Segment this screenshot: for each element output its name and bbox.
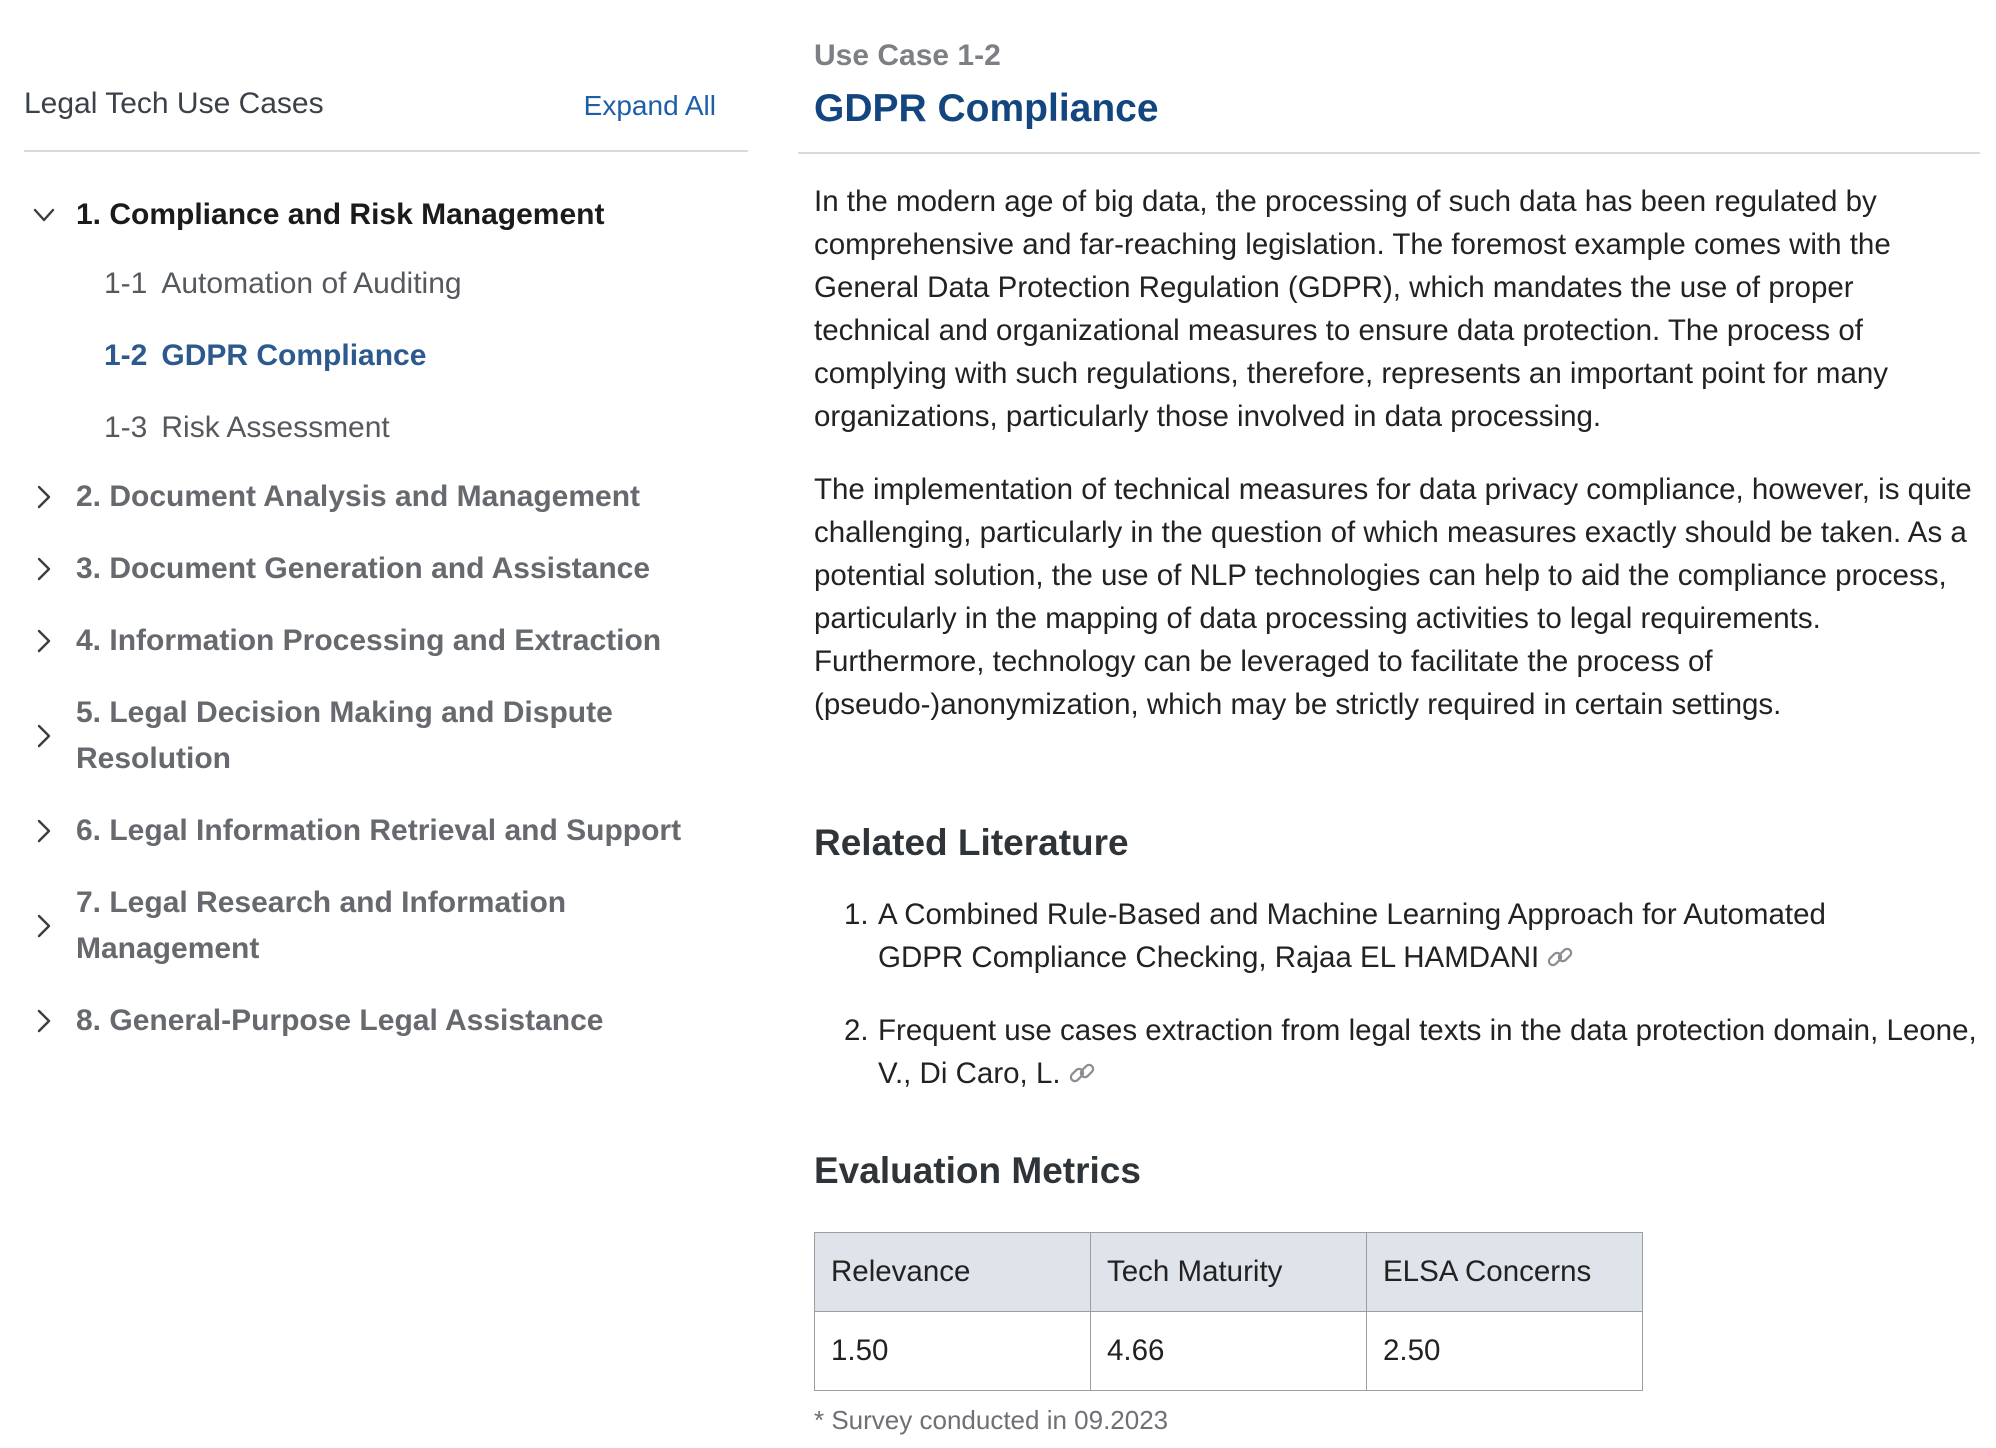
description-paragraph: In the modern age of big data, the processing of such data has been regulated by comprehensive and far-reaching legislation. The foremost example comes with the General Data Protection Regulation (GDPR), which mandates the use of proper technical and organizational measures to ensure data protection. The process of complying with such regulations, therefore, represents an important point for many organizations, particularly those involved in data processing. (814, 185, 1891, 433)
header-elsa-concerns: ELSA Concerns (1367, 1233, 1643, 1312)
sidebar-header (24, 86, 748, 152)
link-icon[interactable] (1067, 1056, 1097, 1084)
category-label: 5. Legal Decision Making and Dispute Resolution (76, 696, 613, 775)
link-icon[interactable] (1545, 940, 1575, 968)
category-label: 2. Document Analysis and Management (76, 480, 641, 513)
literature-text: Frequent use cases extraction from legal texts in the data protection domain, Leone, V., Di Caro, L. (878, 1014, 1977, 1090)
item-number: 1-1 (104, 267, 148, 300)
header-tech-maturity: Tech Maturity (1091, 1233, 1367, 1312)
category-legal-information-retrieval[interactable] (24, 808, 748, 854)
expand-all-button[interactable]: Expand All (583, 90, 716, 121)
value-relevance: 1.50 (815, 1312, 1091, 1391)
literature-text: A Combined Rule-Based and Machine Learning Approach for Automated GDPR Compliance Checking, Rajaa EL HAMDANI (878, 898, 1826, 974)
chevron-down-icon (30, 201, 58, 229)
chevron-right-icon (30, 483, 58, 511)
category-general-purpose[interactable] (24, 998, 748, 1044)
chevron-right-icon (30, 627, 58, 655)
item-label: Risk Assessment (161, 411, 390, 444)
metrics-heading: Evaluation Metrics (814, 1150, 1141, 1191)
item-number: 1-3 (104, 411, 148, 444)
sidebar-item-automation-of-auditing[interactable] (104, 266, 462, 302)
category-label: 7. Legal Research and Information Management (76, 886, 567, 965)
table-row (815, 1312, 1643, 1391)
metrics-table (814, 1232, 1643, 1391)
category-information-processing[interactable] (24, 618, 748, 664)
category-document-analysis[interactable] (24, 474, 748, 520)
table-header-row (815, 1233, 1643, 1312)
value-tech-maturity: 4.66 (1091, 1312, 1367, 1391)
header-relevance: Relevance (815, 1233, 1091, 1312)
item-number: 1-2 (104, 339, 148, 372)
literature-heading: Related Literature (814, 822, 1129, 863)
category-label: 4. Information Processing and Extraction (76, 624, 662, 657)
description-paragraph: The implementation of technical measures for data privacy compliance, however, is quite challenging, particularly in the question of which measures exactly should be taken. As a potential solution, the use of NLP technologies can help to aid the compliance process, particularly in the mapping of data processing activities to legal requirements. Furthermore, technology can be leveraged to facilitate the process of (pseudo-)anonymization, which may be strictly required in certain settings. (814, 473, 1972, 721)
sidebar-item-risk-assessment[interactable] (104, 410, 390, 446)
category-label: 1. Compliance and Risk Management (76, 198, 605, 231)
category-label: 8. General-Purpose Legal Assistance (76, 1004, 604, 1037)
category-legal-decision-making[interactable] (24, 690, 748, 782)
category-document-generation[interactable] (24, 546, 748, 592)
sidebar-item-gdpr-compliance[interactable] (104, 338, 426, 374)
use-case-number: Use Case 1-2 (814, 39, 1001, 72)
category-label: 3. Document Generation and Assistance (76, 552, 651, 585)
literature-number: 1. (844, 898, 869, 931)
item-label: GDPR Compliance (161, 339, 427, 372)
chevron-right-icon (30, 1007, 58, 1035)
sidebar-title: Legal Tech Use Cases (24, 87, 324, 120)
chevron-right-icon (30, 555, 58, 583)
divider (798, 152, 1980, 154)
category-legal-research[interactable] (24, 880, 748, 972)
chevron-right-icon (30, 722, 58, 750)
chevron-right-icon (30, 912, 58, 940)
value-elsa-concerns: 2.50 (1367, 1312, 1643, 1391)
page-title: GDPR Compliance (814, 87, 1159, 130)
chevron-right-icon (30, 817, 58, 845)
item-label: Automation of Auditing (161, 267, 462, 300)
survey-footnote: * Survey conducted in 09.2023 (814, 1405, 1169, 1435)
category-compliance-risk[interactable] (24, 192, 748, 238)
category-label: 6. Legal Information Retrieval and Support (76, 814, 682, 847)
literature-number: 2. (844, 1014, 869, 1047)
